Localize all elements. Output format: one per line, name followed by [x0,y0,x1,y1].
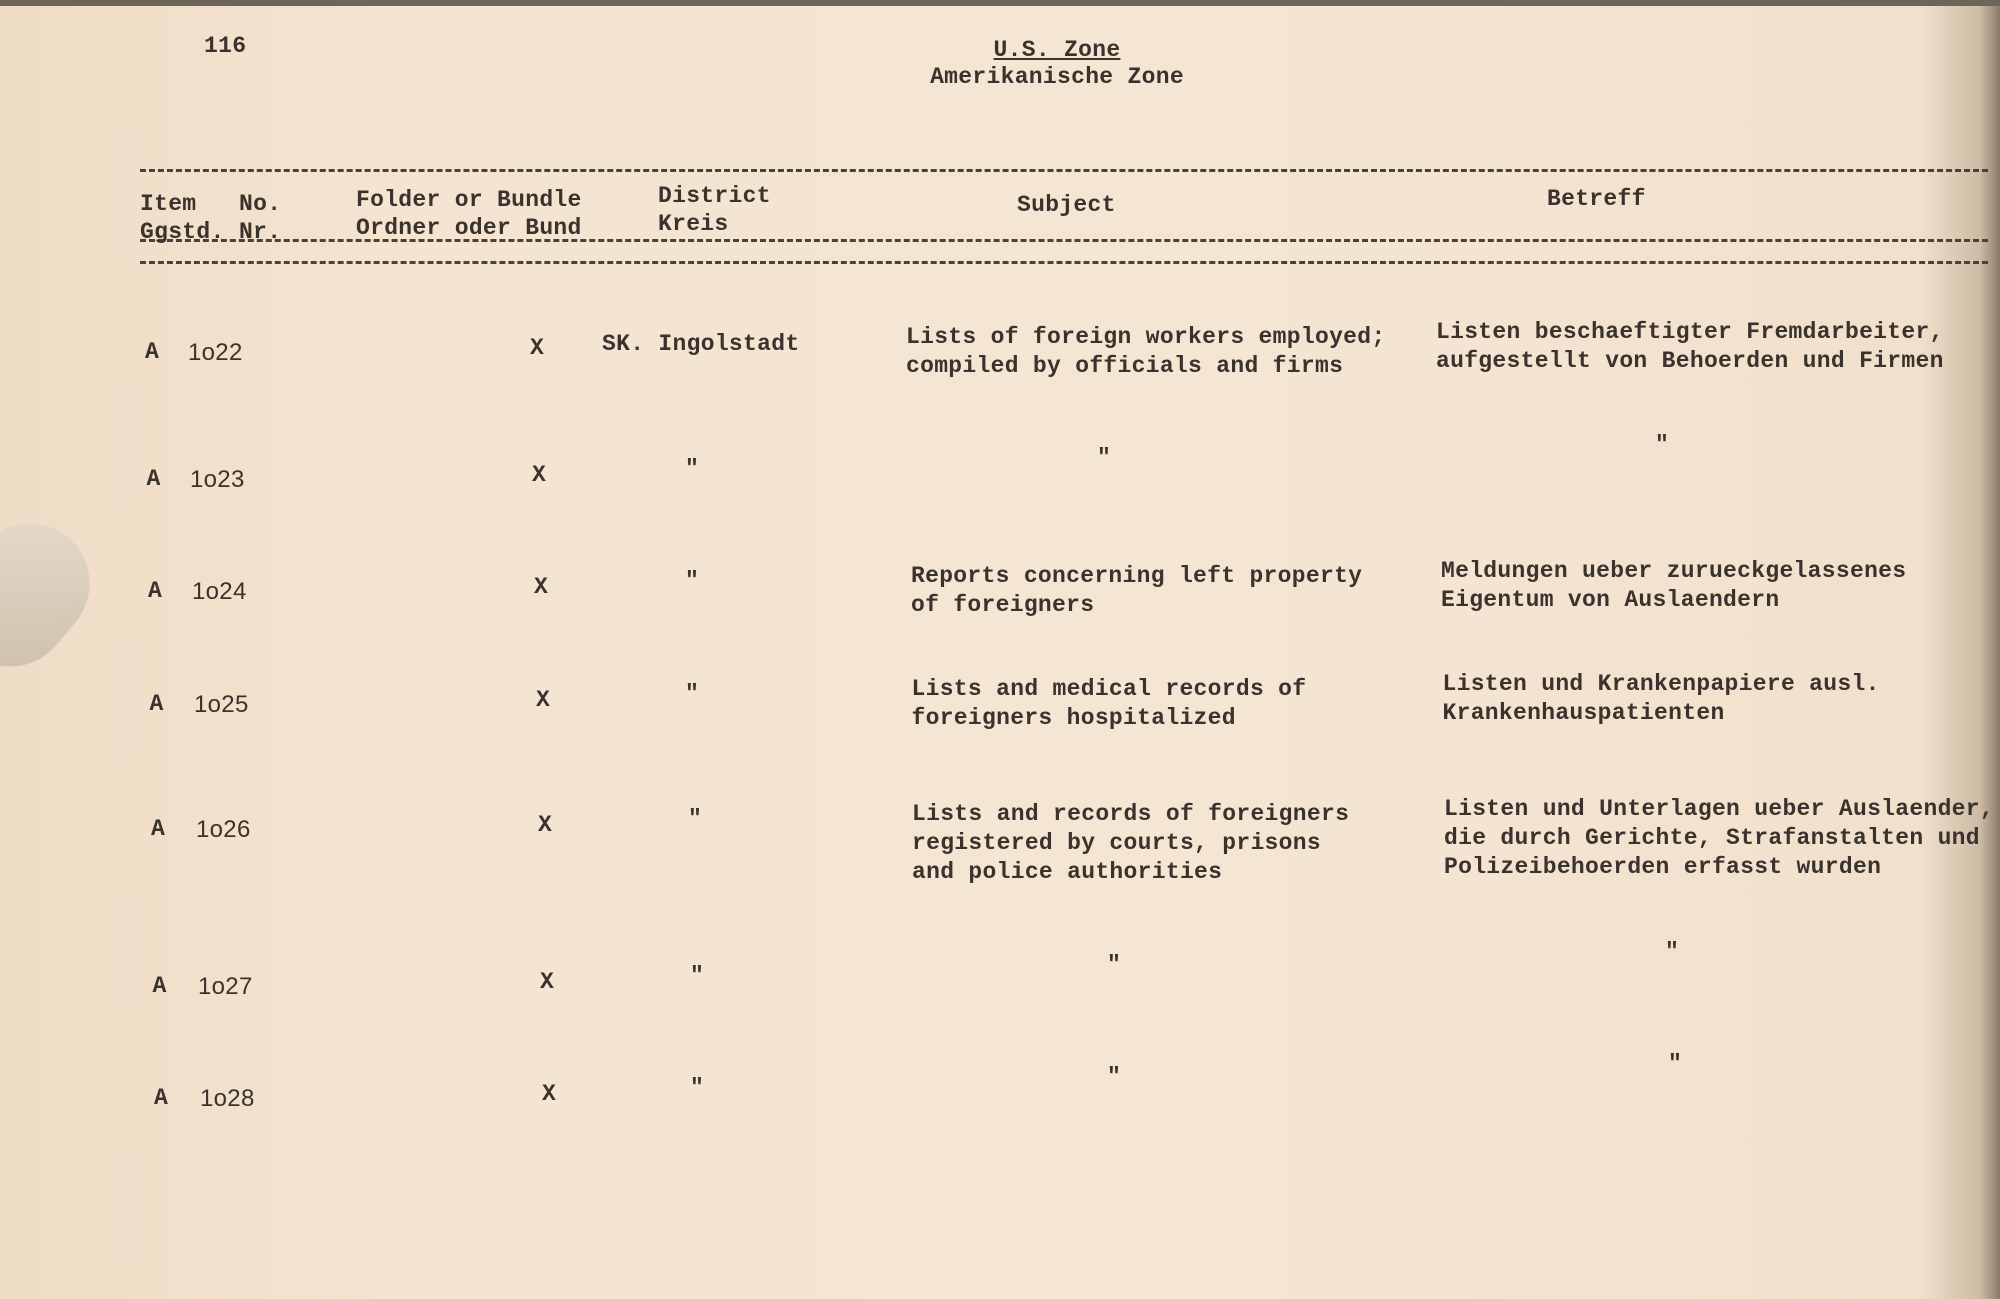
divider-bottom [140,261,1988,264]
divider-top [140,169,1988,172]
betreff-line: Listen und Krankenpapiere ausl. [1442,671,1880,697]
page-number: 116 [204,33,247,59]
header-no-de: Nr. [239,219,282,245]
subject-line: " [1107,952,1122,978]
item-number: 1o27 [198,973,253,1000]
subject-line: compiled by officials and firms [906,353,1344,379]
folder-mark: X [538,812,553,838]
betreff-line: " [1655,432,1670,458]
subject-line: registered by courts, prisons [912,830,1321,856]
item-letter: A [146,466,161,492]
header-district: District [658,183,771,209]
subject-line: " [1107,1064,1122,1090]
item-letter: A [152,973,167,999]
subject-line: Lists and medical records of [911,676,1307,702]
header-folder-de: Ordner oder Bund [356,215,582,241]
betreff-line: Polizeibehoerden erfasst wurden [1444,854,1882,880]
item-number: 1o24 [192,578,247,605]
item-letter: A [151,816,166,842]
item-number: 1o26 [196,816,251,843]
header-item: Item [140,191,197,217]
betreff-line: Krankenhauspatienten [1442,700,1725,726]
district: " [688,806,703,832]
district: " [685,456,700,482]
folder-mark: X [542,1081,557,1107]
subject-line: Reports concerning left property [911,563,1363,589]
betreff-line: Meldungen ueber zurueckgelassenes [1441,558,1907,584]
betreff-line: die durch Gerichte, Strafanstalten und [1444,825,1980,851]
item-letter: A [149,691,164,717]
district: SK. Ingolstadt [602,331,800,357]
subject-line: and police authorities [912,859,1223,885]
page-top-edge [0,0,2000,6]
header-folder: Folder or Bundle [356,187,582,213]
item-letter: A [154,1085,169,1111]
subject-line: " [1097,445,1112,471]
header-item-de: Ggstd. [140,219,225,245]
betreff-line: Eigentum von Auslaendern [1441,587,1780,613]
item-letter: A [148,578,163,604]
header-betreff: Betreff [1547,186,1646,212]
district: " [690,963,705,989]
betreff-line: Listen beschaeftigter Fremdarbeiter, [1436,319,1944,345]
betreff-line: Listen und Unterlagen ueber Auslaender, [1444,796,1994,822]
district: " [685,681,700,707]
paper-clip [0,499,114,691]
title-line-1: U.S. Zone [993,37,1121,63]
subject-line: of foreigners [911,592,1095,618]
folder-mark: X [540,969,555,995]
title-line-2: Amerikanische Zone [930,64,1184,90]
header-subject: Subject [1017,192,1116,218]
folder-mark: X [532,462,547,488]
subject-line: Lists and records of foreigners [912,801,1350,827]
item-number: 1o25 [194,691,249,718]
folder-mark: X [534,574,549,600]
subject-line: foreigners hospitalized [911,705,1236,731]
subject-line: Lists of foreign workers employed; [906,324,1386,350]
header-no: No. [239,191,282,217]
folder-mark: X [530,335,545,361]
folder-mark: X [536,687,551,713]
district: " [685,568,700,594]
district: " [690,1075,705,1101]
item-number: 1o28 [200,1085,255,1112]
item-number: 1o23 [190,466,245,493]
item-letter: A [145,339,160,365]
betreff-line: aufgestellt von Behoerden und Firmen [1436,348,1944,374]
betreff-line: " [1668,1051,1683,1077]
header-district-de: Kreis [658,211,729,237]
item-number: 1o22 [188,339,243,366]
betreff-line: " [1665,939,1680,965]
